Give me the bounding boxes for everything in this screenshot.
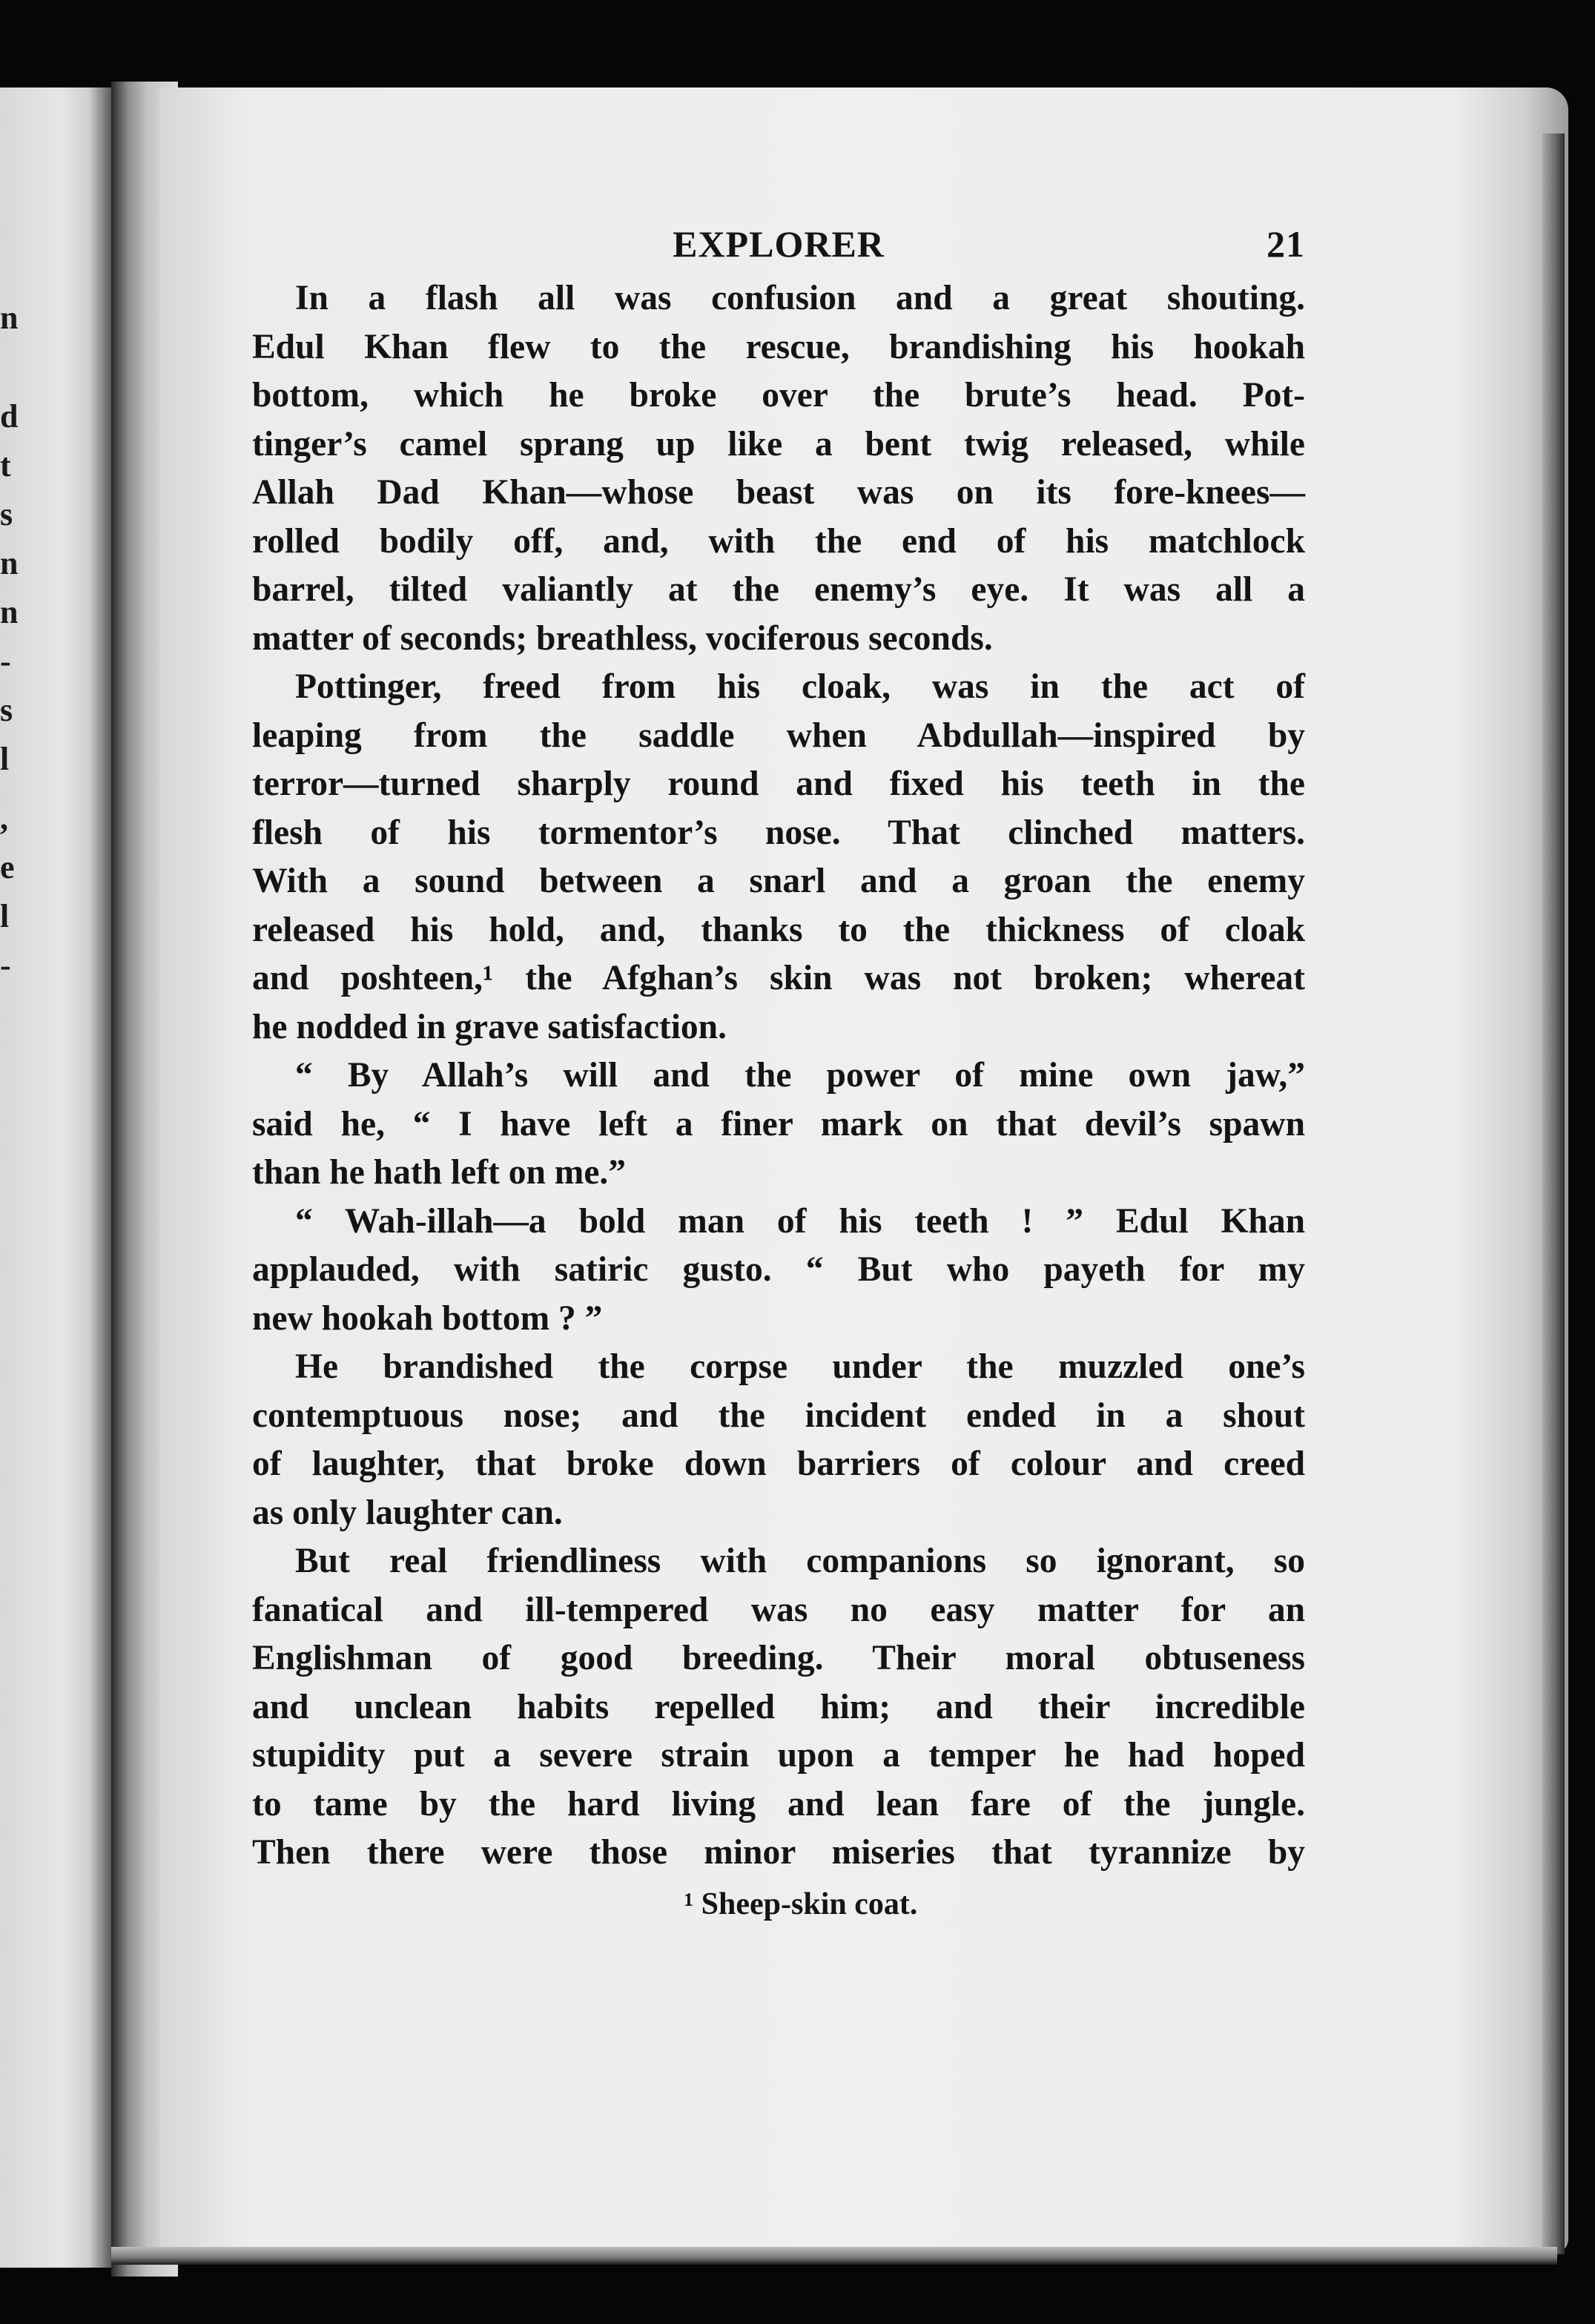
- text-line: With a sound between a snarl and a groan the enemy: [252, 862, 1305, 900]
- text-line: Then there were those minor miseries that tyrannize by: [252, 1833, 1305, 1872]
- prev-edge-letter: s: [0, 692, 13, 728]
- text-line: bottom, which he broke over the brute’s head. Pot-: [252, 376, 1305, 415]
- text-line: released his hold, and, thanks to the thickness of cloak: [252, 910, 1305, 949]
- prev-edge-letter: n: [0, 545, 19, 581]
- text-line: terror—turned sharply round and fixed his teeth in the: [252, 765, 1305, 803]
- text-line: Allah Dad Khan—whose beast was on its fore-knees—: [252, 473, 1305, 512]
- text-line: new hookah bottom ? ”: [252, 1298, 603, 1338]
- prev-edge-letter: l: [0, 741, 10, 777]
- text-line: as only laughter can.: [252, 1493, 563, 1532]
- text-line: barrel, tilted valiantly at the enemy’s eye. It was all a: [252, 570, 1305, 609]
- paragraph: [252, 1343, 1305, 1537]
- text-line: But real friendliness with companions so ignorant, so: [295, 1542, 1305, 1580]
- paragraph: [252, 1537, 1305, 1878]
- text-line: Pottinger, freed from his cloak, was in the act of: [295, 667, 1305, 706]
- prev-edge-letter: t: [0, 447, 11, 483]
- text-line: applauded, with satiric gusto. “ But who payeth for my: [252, 1250, 1305, 1289]
- text-line: contemptuous nose; and the incident ended in a shout: [252, 1396, 1305, 1435]
- text-line: “ Wah-illah—a bold man of his teeth ! ” Edul Khan: [295, 1201, 1305, 1241]
- text-line: rolled bodily off, and, with the end of his matchlock: [252, 521, 1305, 561]
- text-line: to tame by the hard living and lean fare of the jungle.: [252, 1784, 1305, 1823]
- text-line: leaping from the saddle when Abdullah—inspired by: [252, 716, 1305, 755]
- prev-edge-letter: s: [0, 496, 13, 532]
- text-line: and poshteen,¹ the Afghan’s skin was not broken; whereat: [252, 959, 1305, 997]
- page-text: [252, 215, 1305, 1922]
- prev-edge-letter: ,: [0, 800, 8, 836]
- running-head: [252, 215, 1305, 274]
- page-right-edge: [1542, 133, 1565, 2254]
- paragraph: [252, 274, 1305, 663]
- page-number: 21: [1267, 223, 1305, 265]
- text-line: and unclean habits repelled him; and their incredible: [252, 1687, 1305, 1726]
- prev-edge-letter: -: [0, 947, 11, 983]
- prev-edge-letter: n: [0, 300, 19, 336]
- text-line: Edul Khan flew to the rescue, brandishing his hookah: [252, 327, 1305, 366]
- text-line: flesh of his tormentor’s nose. That clinched matters.: [252, 813, 1305, 852]
- paragraph: [252, 1052, 1305, 1198]
- text-line: than he hath left on me.”: [252, 1153, 627, 1192]
- prev-edge-letter: e: [0, 849, 15, 885]
- text-line: stupidity put a severe strain upon a temper he had hoped: [252, 1736, 1305, 1775]
- page-bottom-edge: [111, 2247, 1557, 2265]
- text-line: of laughter, that broke down barriers of colour and creed: [252, 1445, 1305, 1483]
- text-line: He brandished the corpse under the muzzled one’s: [295, 1347, 1305, 1386]
- prev-edge-letter: l: [0, 898, 10, 934]
- text-line: tinger’s camel sprang up like a bent twig released, while: [252, 424, 1305, 463]
- text-line: fanatical and ill-tempered was no easy matter for an: [252, 1590, 1305, 1629]
- running-head-title: EXPLORER: [673, 223, 885, 265]
- paragraph: [252, 1198, 1305, 1344]
- paragraph: [252, 663, 1305, 1052]
- text-line: he nodded in grave satisfaction.: [252, 1007, 727, 1046]
- text-line: matter of seconds; breathless, vociferous seconds.: [252, 618, 993, 658]
- footnote: ¹ Sheep-skin coat.: [684, 1886, 918, 1921]
- text-line: Englishman of good breeding. Their moral obtuseness: [252, 1639, 1305, 1677]
- text-line: said he, “ I have left a finer mark on that devil’s spawn: [252, 1104, 1305, 1143]
- previous-page-edge: [0, 88, 111, 2268]
- text-line: “ By Allah’s will and the power of mine own jaw,”: [295, 1056, 1305, 1095]
- text-line: In a flash all was confusion and a great shouting.: [295, 279, 1305, 317]
- prev-edge-letter: d: [0, 398, 19, 435]
- prev-edge-letter: -: [0, 643, 11, 679]
- previous-page-letters: [0, 88, 111, 2268]
- prev-edge-letter: n: [0, 594, 19, 630]
